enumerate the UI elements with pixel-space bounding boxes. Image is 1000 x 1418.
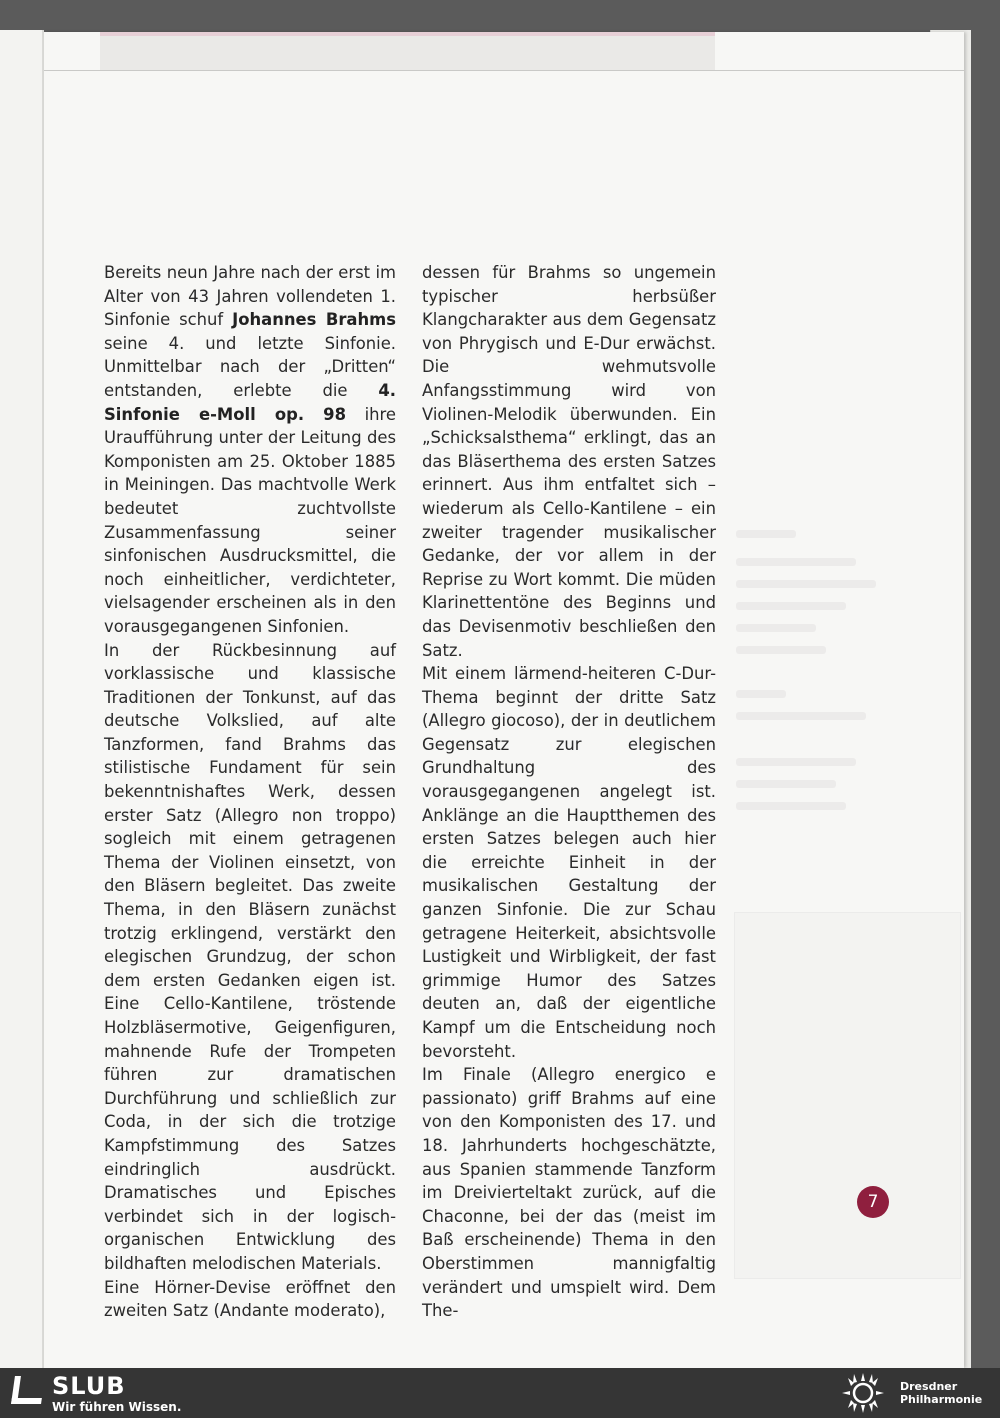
slub-name: SLUB xyxy=(52,1372,126,1400)
top-rule xyxy=(44,70,964,71)
paragraph: Mit einem lärmend-heiteren C-Dur-Thema beginnt der dritte Satz (Allegro giocoso), der in deutlichem Gegensatz zur elegischen Grundhaltung des vorausgegangenen angelegt ist. Anklänge an die Hauptthemen des ersten Satzes belegen auch hier die erreichte Einheit in der musikalischen Gestaltung der ganzen Sinfonie. Die zur Schau getragene Heiterkeit, absichtsvolle Lustigkeit und Wirbligkeit, der fast grimmige Humor des Satzes deuten an, daß der eigentliche Kampf um die Entscheidung noch bevorsteht. xyxy=(422,664,716,1061)
text-run: Bereits neun Jahre nach der erst im Alter von 43 Jahren vollendeten 1. Sinfonie schuf xyxy=(104,263,396,330)
bleed-through-address xyxy=(734,522,934,822)
paragraph: Im Finale (Allegro energico e passionato) griff Brahms auf eine von den Komponisten des 17. und 18. Jahrhunderts hochgeschätzte, aus Spanien stammende Tanzform im Dreivierteltakt zurück, auf die Chaconne, bei der das (meist im Baß erscheinende) Thema in den Oberstimmen mannigfaltig verändert und umspielt wird. Dem The- xyxy=(422,1065,716,1321)
text-column-left xyxy=(104,261,396,1323)
philharmonie-name xyxy=(900,1380,982,1406)
philharmonie-name-line1: Dresdner xyxy=(900,1380,958,1393)
composer-name: Johannes Brahms xyxy=(232,310,396,330)
paragraph: Eine Hörner-Devise eröffnet den zweiten Satz (Andante moderato), xyxy=(104,1277,396,1321)
paragraph: In der Rückbesinnung auf vorklassische und klassische Traditionen der Tonkunst, auf das deutsche Volkslied, auf alte Tanzformen, fand Brahms das stilistische Fundament für sein bekenntnishaftes Werk, dessen erster Satz (Allegro non troppo) sogleich mit einem getragenen Thema der Violinen einsetzt, von den Bläsern begleitet. Das zweite Thema, in den Bläsern zunächst trotzig erklingend, verstärkt den elegischen Grundzug, der schon dem ersten Gedanken eigen ist. Eine Cello-Kantilene, tröstende Holzbläsermotive, Geigenfiguren, mahnende Rufe der Trompeten führen zur dramatischen Durchführung und schließlich zur Coda, in der sich die trotzige Kampfstimmung des Satzes eindringlich ausdrückt. Dramatisches und Episches verbindet sich in der logisch-organischen Entwicklung des bildhaften melodischen Materials. xyxy=(104,640,396,1273)
bleed-through-advertisement xyxy=(734,912,961,1279)
paragraph: dessen für Brahms so ungemein typischer herbsüßer Klangcharakter aus dem Gegensatz von Phrygisch und E-Dur erwächst. Die wehmutsvolle Anfangsstimmung wird von Violinen-Melodik überwunden. Ein „Schicksalsthema“ erklingt, das an das Bläserthema des ersten Satzes erinnert. Aus ihm entfaltet sich – wiederum als Cello-Kantilene – ein zweiter tragender musikalischer Gedanke, der vor allem in der Reprise zu Wort kommt. Die müden Klarinettentöne des Beginns und das Devisenmotiv beschließen den Satz. xyxy=(422,263,716,660)
previous-page-edge xyxy=(0,30,44,1368)
philharmonie-name-line2: Philharmonie xyxy=(900,1393,983,1406)
document-page xyxy=(44,32,964,1368)
philharmonie-emblem-icon xyxy=(840,1371,886,1415)
slub-tagline: Wir führen Wissen. xyxy=(52,1400,182,1414)
text-run: seine 4. und letzte Sinfonie. Unmittelbar nach der „Dritten“ entstanden, erlebte die xyxy=(104,333,396,400)
work-title: 4. Sinfonie e-Moll op. 98 xyxy=(104,380,396,424)
text-run: ihre Uraufführung unter der Leitung des Komponisten am 25. Oktober 1885 in Meiningen. Das machtvolle Werk bedeutet zuchtvollste Zusammenfassung seiner sinfonischen Ausdrucksmittel, die noch einheitlicher, verdichteter, vielsagender erscheinen als in den vorausgegangenen Sinfonien. xyxy=(104,404,396,636)
bleed-through-header xyxy=(100,32,715,70)
paragraph xyxy=(104,261,396,639)
footer-bar xyxy=(0,1368,1000,1418)
text-column-right xyxy=(422,261,716,1323)
page-number-badge: 7 xyxy=(857,1186,889,1218)
slub-logo-icon xyxy=(11,1376,45,1404)
